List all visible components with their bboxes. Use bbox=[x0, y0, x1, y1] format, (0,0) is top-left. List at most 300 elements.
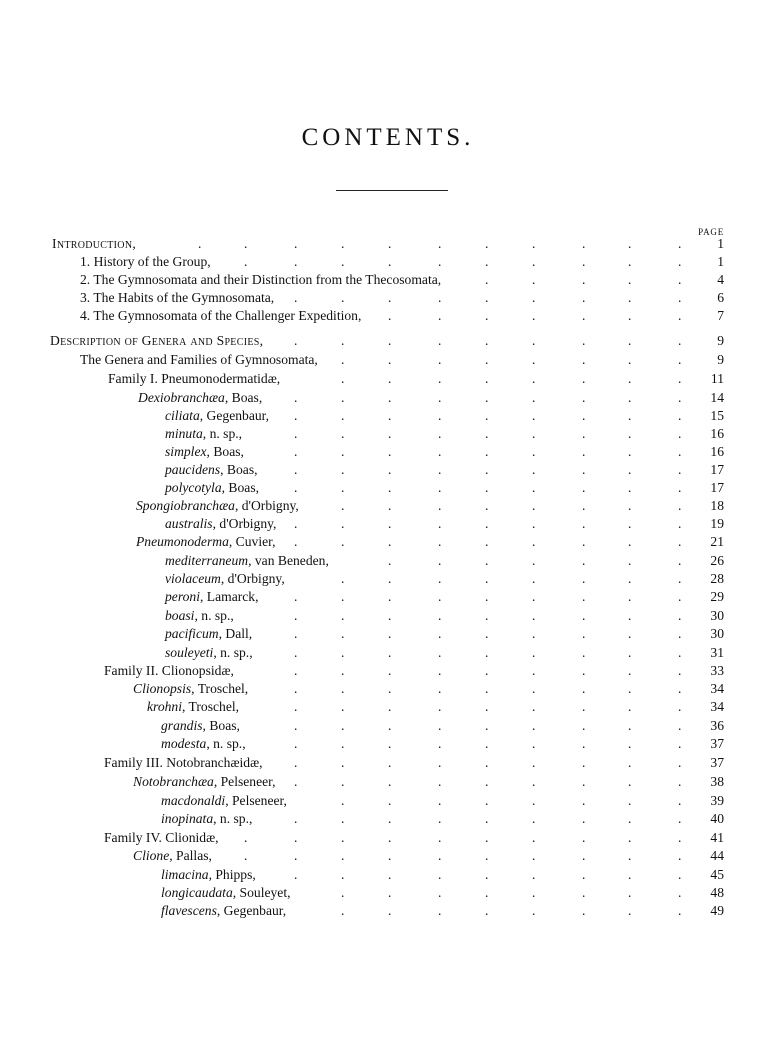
leader-dot: . bbox=[388, 867, 392, 882]
leader-dot: . bbox=[341, 534, 345, 549]
leader-dot: . bbox=[532, 830, 536, 845]
toc-entry-part: flavescens bbox=[161, 903, 217, 918]
leader-dot: . bbox=[341, 718, 345, 733]
toc-entry-part: limacina bbox=[161, 867, 209, 882]
toc-entry-part: , Cuvier, bbox=[228, 534, 276, 549]
leader-dot: . bbox=[198, 236, 202, 251]
toc-page-number: 17 bbox=[710, 480, 724, 495]
leader-dot: . bbox=[388, 830, 392, 845]
leader-dot: . bbox=[628, 236, 632, 251]
leader-dot: . bbox=[388, 308, 392, 323]
toc-page-number: 30 bbox=[710, 608, 724, 623]
leader-dot: . bbox=[532, 755, 536, 770]
leader-dot: . bbox=[294, 444, 298, 459]
toc-entry-part: , Souleyet, bbox=[232, 885, 291, 900]
leader-dot: . bbox=[628, 867, 632, 882]
leader-dot: . bbox=[294, 681, 298, 696]
leader-dot: . bbox=[485, 462, 489, 477]
leader-dot: . bbox=[628, 608, 632, 623]
leader-dot: . bbox=[341, 516, 345, 531]
toc-entry-part: 4. The Gymnosomata of the Challenger Expedition, bbox=[80, 308, 362, 323]
dot-leaders bbox=[0, 307, 686, 325]
leader-dot: . bbox=[294, 534, 298, 549]
toc-entry-part: Dexiobranchæa bbox=[138, 390, 225, 405]
leader-dot: . bbox=[678, 426, 682, 441]
toc-page-number: 16 bbox=[710, 444, 724, 459]
toc-page-number: 4 bbox=[717, 272, 724, 287]
toc-entry-part: , Boas, bbox=[202, 718, 240, 733]
toc-entry-part: souleyeti bbox=[165, 645, 214, 660]
leader-dot: . bbox=[294, 774, 298, 789]
leader-dot: . bbox=[678, 352, 682, 367]
leader-dot: . bbox=[532, 254, 536, 269]
leader-dot: . bbox=[628, 408, 632, 423]
leader-dot: . bbox=[244, 848, 248, 863]
dot-leaders bbox=[0, 479, 686, 497]
leader-dot: . bbox=[582, 516, 586, 531]
leader-dot: . bbox=[485, 408, 489, 423]
toc-page-number: 19 bbox=[710, 516, 724, 531]
toc-entry-part: violaceum bbox=[165, 571, 221, 586]
leader-dot: . bbox=[485, 333, 489, 348]
toc-row bbox=[0, 271, 776, 289]
leader-dot: . bbox=[582, 480, 586, 495]
leader-dot: . bbox=[628, 699, 632, 714]
leader-dot: . bbox=[294, 480, 298, 495]
dot-leaders bbox=[0, 810, 686, 828]
leader-dot: . bbox=[388, 236, 392, 251]
dot-leaders bbox=[0, 351, 686, 369]
leader-dot: . bbox=[628, 774, 632, 789]
leader-dot: . bbox=[341, 254, 345, 269]
leader-dot: . bbox=[438, 254, 442, 269]
leader-dot: . bbox=[628, 755, 632, 770]
leader-dot: . bbox=[628, 272, 632, 287]
toc-row bbox=[0, 866, 776, 884]
toc-page-number: 26 bbox=[710, 553, 724, 568]
toc-entry-part: , Gegenbaur, bbox=[216, 903, 287, 918]
leader-dot: . bbox=[582, 534, 586, 549]
title-rule bbox=[336, 190, 448, 191]
leader-dot: . bbox=[388, 534, 392, 549]
leader-dot: . bbox=[388, 571, 392, 586]
leader-dot: . bbox=[582, 272, 586, 287]
leader-dot: . bbox=[628, 571, 632, 586]
leader-dot: . bbox=[341, 444, 345, 459]
leader-dot: . bbox=[582, 718, 586, 733]
leader-dot: . bbox=[294, 830, 298, 845]
leader-dot: . bbox=[678, 608, 682, 623]
leader-dot: . bbox=[678, 516, 682, 531]
leader-dot: . bbox=[678, 498, 682, 513]
leader-dot: . bbox=[294, 426, 298, 441]
leader-dot: . bbox=[628, 681, 632, 696]
leader-dot: . bbox=[294, 663, 298, 678]
toc-row bbox=[0, 662, 776, 680]
leader-dot: . bbox=[485, 645, 489, 660]
leader-dot: . bbox=[485, 426, 489, 441]
toc-page-number: 28 bbox=[710, 571, 724, 586]
toc-entry-part: inopinata bbox=[161, 811, 214, 826]
leader-dot: . bbox=[388, 681, 392, 696]
leader-dot: . bbox=[582, 498, 586, 513]
leader-dot: . bbox=[532, 553, 536, 568]
leader-dot: . bbox=[628, 516, 632, 531]
leader-dot: . bbox=[532, 462, 536, 477]
toc-page-number: 9 bbox=[717, 333, 724, 348]
leader-dot: . bbox=[341, 426, 345, 441]
leader-dot: . bbox=[294, 516, 298, 531]
leader-dot: . bbox=[438, 408, 442, 423]
leader-dot: . bbox=[678, 236, 682, 251]
leader-dot: . bbox=[582, 333, 586, 348]
toc-entry-part: boasi bbox=[165, 608, 195, 623]
toc-page-number: 37 bbox=[710, 755, 724, 770]
leader-dot: . bbox=[532, 848, 536, 863]
toc-entry-part: , n. sp., bbox=[202, 426, 243, 441]
page-column-label: PAGE bbox=[698, 227, 724, 237]
toc-row bbox=[0, 698, 776, 716]
leader-dot: . bbox=[582, 793, 586, 808]
leader-dot: . bbox=[582, 371, 586, 386]
toc-entry-part: paucidens bbox=[165, 462, 221, 477]
leader-dot: . bbox=[628, 589, 632, 604]
leader-dot: . bbox=[438, 462, 442, 477]
leader-dot: . bbox=[628, 444, 632, 459]
toc-row bbox=[0, 425, 776, 443]
dot-leaders bbox=[0, 698, 686, 716]
leader-dot: . bbox=[438, 699, 442, 714]
toc-page-number: 6 bbox=[717, 290, 724, 305]
toc-entry-part: peroni bbox=[165, 589, 200, 604]
leader-dot: . bbox=[628, 645, 632, 660]
leader-dot: . bbox=[582, 903, 586, 918]
leader-dot: . bbox=[582, 626, 586, 641]
dot-leaders bbox=[0, 289, 686, 307]
leader-dot: . bbox=[388, 352, 392, 367]
leader-dot: . bbox=[438, 663, 442, 678]
leader-dot: . bbox=[628, 793, 632, 808]
toc-entry-part: ciliata bbox=[165, 408, 200, 423]
leader-dot: . bbox=[294, 848, 298, 863]
toc-entry-part: krohni bbox=[147, 699, 182, 714]
leader-dot: . bbox=[485, 774, 489, 789]
dot-leaders bbox=[0, 515, 686, 533]
leader-dot: . bbox=[628, 553, 632, 568]
dot-leaders bbox=[0, 902, 686, 920]
leader-dot: . bbox=[438, 736, 442, 751]
leader-dot: . bbox=[582, 608, 586, 623]
leader-dot: . bbox=[532, 444, 536, 459]
leader-dot: . bbox=[485, 254, 489, 269]
toc-entry-part: , Boas, bbox=[221, 480, 260, 495]
toc-entry-part: simplex bbox=[165, 444, 207, 459]
leader-dot: . bbox=[678, 793, 682, 808]
leader-dot: . bbox=[388, 645, 392, 660]
toc-page-number: 21 bbox=[710, 534, 724, 549]
toc-entry-part: Spongiobranchæa bbox=[136, 498, 235, 513]
toc-row bbox=[0, 570, 776, 588]
toc-page-number: 1 bbox=[717, 236, 724, 251]
leader-dot: . bbox=[294, 645, 298, 660]
leader-dot: . bbox=[388, 736, 392, 751]
leader-dot: . bbox=[294, 408, 298, 423]
leader-dot: . bbox=[678, 408, 682, 423]
leader-dot: . bbox=[438, 390, 442, 405]
toc-page-number: 39 bbox=[710, 793, 724, 808]
leader-dot: . bbox=[628, 371, 632, 386]
leader-dot: . bbox=[628, 254, 632, 269]
leader-dot: . bbox=[678, 645, 682, 660]
toc-row bbox=[0, 253, 776, 271]
leader-dot: . bbox=[628, 462, 632, 477]
leader-dot: . bbox=[628, 663, 632, 678]
leader-dot: . bbox=[582, 462, 586, 477]
leader-dot: . bbox=[388, 626, 392, 641]
leader-dot: . bbox=[341, 755, 345, 770]
dot-leaders bbox=[0, 644, 686, 662]
leader-dot: . bbox=[582, 426, 586, 441]
leader-dot: . bbox=[485, 830, 489, 845]
leader-dot: . bbox=[294, 811, 298, 826]
leader-dot: . bbox=[582, 352, 586, 367]
leader-dot: . bbox=[582, 236, 586, 251]
leader-dot: . bbox=[438, 290, 442, 305]
toc-row bbox=[0, 680, 776, 698]
toc-entry-part: , Phipps, bbox=[208, 867, 256, 882]
leader-dot: . bbox=[678, 663, 682, 678]
leader-dot: . bbox=[485, 516, 489, 531]
leader-dot: . bbox=[341, 645, 345, 660]
toc-row bbox=[0, 332, 776, 350]
leader-dot: . bbox=[532, 608, 536, 623]
toc-page-number: 29 bbox=[710, 589, 724, 604]
leader-dot: . bbox=[388, 516, 392, 531]
leader-dot: . bbox=[532, 774, 536, 789]
leader-dot: . bbox=[678, 371, 682, 386]
toc-page-number: 36 bbox=[710, 718, 724, 733]
toc-page-number: 37 bbox=[710, 736, 724, 751]
leader-dot: . bbox=[341, 462, 345, 477]
leader-dot: . bbox=[582, 681, 586, 696]
dot-leaders bbox=[0, 847, 686, 865]
toc-row bbox=[0, 588, 776, 606]
leader-dot: . bbox=[678, 571, 682, 586]
leader-dot: . bbox=[628, 480, 632, 495]
toc-row bbox=[0, 884, 776, 902]
leader-dot: . bbox=[678, 718, 682, 733]
leader-dot: . bbox=[678, 444, 682, 459]
leader-dot: . bbox=[341, 811, 345, 826]
leader-dot: . bbox=[582, 645, 586, 660]
leader-dot: . bbox=[582, 254, 586, 269]
leader-dot: . bbox=[532, 308, 536, 323]
leader-dot: . bbox=[628, 426, 632, 441]
leader-dot: . bbox=[388, 498, 392, 513]
leader-dot: . bbox=[628, 736, 632, 751]
toc-row bbox=[0, 235, 776, 253]
toc-entry-part: , Troschel, bbox=[182, 699, 240, 714]
leader-dot: . bbox=[341, 793, 345, 808]
toc-entry-part: , Boas, bbox=[206, 444, 244, 459]
toc-row bbox=[0, 351, 776, 369]
leader-dot: . bbox=[485, 903, 489, 918]
leader-dot: . bbox=[532, 272, 536, 287]
leader-dot: . bbox=[438, 681, 442, 696]
leader-dot: . bbox=[582, 848, 586, 863]
leader-dot: . bbox=[341, 885, 345, 900]
leader-dot: . bbox=[388, 290, 392, 305]
dot-leaders bbox=[0, 773, 686, 791]
leader-dot: . bbox=[582, 774, 586, 789]
toc-row bbox=[0, 515, 776, 533]
leader-dot: . bbox=[628, 352, 632, 367]
leader-dot: . bbox=[582, 553, 586, 568]
leader-dot: . bbox=[485, 480, 489, 495]
toc-row bbox=[0, 479, 776, 497]
leader-dot: . bbox=[485, 699, 489, 714]
leader-dot: . bbox=[485, 589, 489, 604]
toc-entry-part: grandis bbox=[161, 718, 203, 733]
toc-page-number: 31 bbox=[710, 645, 724, 660]
leader-dot: . bbox=[582, 571, 586, 586]
toc-page-number: 45 bbox=[710, 867, 724, 882]
leader-dot: . bbox=[532, 589, 536, 604]
dot-leaders bbox=[0, 792, 686, 810]
leader-dot: . bbox=[485, 681, 489, 696]
toc-entry-part: , n. sp., bbox=[213, 811, 253, 826]
leader-dot: . bbox=[485, 352, 489, 367]
dot-leaders bbox=[0, 717, 686, 735]
leader-dot: . bbox=[341, 774, 345, 789]
toc-row bbox=[0, 810, 776, 828]
toc-entry-part: , n. sp., bbox=[213, 645, 253, 660]
leader-dot: . bbox=[294, 867, 298, 882]
toc-page-number: 18 bbox=[710, 498, 724, 513]
leader-dot: . bbox=[485, 848, 489, 863]
toc-entry-part: Clione bbox=[133, 848, 170, 863]
toc-row bbox=[0, 552, 776, 570]
toc-page-number: 34 bbox=[710, 699, 724, 714]
leader-dot: . bbox=[678, 774, 682, 789]
toc-page-number: 41 bbox=[710, 830, 724, 845]
leader-dot: . bbox=[341, 736, 345, 751]
leader-dot: . bbox=[678, 848, 682, 863]
leader-dot: . bbox=[582, 290, 586, 305]
leader-dot: . bbox=[582, 408, 586, 423]
toc-row bbox=[0, 289, 776, 307]
leader-dot: . bbox=[678, 553, 682, 568]
leader-dot: . bbox=[532, 480, 536, 495]
leader-dot: . bbox=[628, 534, 632, 549]
leader-dot: . bbox=[438, 371, 442, 386]
dot-leaders bbox=[0, 884, 686, 902]
leader-dot: . bbox=[438, 885, 442, 900]
leader-dot: . bbox=[532, 885, 536, 900]
leader-dot: . bbox=[388, 371, 392, 386]
leader-dot: . bbox=[628, 830, 632, 845]
toc-entry-part: , Troschel, bbox=[191, 681, 249, 696]
leader-dot: . bbox=[294, 718, 298, 733]
toc-page-number: 48 bbox=[710, 885, 724, 900]
dot-leaders bbox=[0, 735, 686, 753]
dot-leaders bbox=[0, 607, 686, 625]
leader-dot: . bbox=[582, 390, 586, 405]
dot-leaders bbox=[0, 271, 686, 289]
toc-page-number: 14 bbox=[710, 390, 724, 405]
toc-page-number: 11 bbox=[710, 371, 724, 386]
toc-page-number: 38 bbox=[710, 774, 724, 789]
leader-dot: . bbox=[485, 534, 489, 549]
leader-dot: . bbox=[678, 254, 682, 269]
toc-page-number: 15 bbox=[710, 408, 724, 423]
leader-dot: . bbox=[485, 236, 489, 251]
leader-dot: . bbox=[438, 553, 442, 568]
leader-dot: . bbox=[532, 534, 536, 549]
leader-dot: . bbox=[388, 480, 392, 495]
leader-dot: . bbox=[341, 408, 345, 423]
leader-dot: . bbox=[678, 699, 682, 714]
leader-dot: . bbox=[341, 371, 345, 386]
toc-row bbox=[0, 792, 776, 810]
dot-leaders bbox=[0, 829, 686, 847]
toc-entry-part: , Pallas, bbox=[169, 848, 212, 863]
leader-dot: . bbox=[388, 462, 392, 477]
toc-entry-part: , van Beneden, bbox=[248, 553, 329, 568]
leader-dot: . bbox=[388, 444, 392, 459]
leader-dot: . bbox=[582, 755, 586, 770]
leader-dot: . bbox=[294, 254, 298, 269]
leader-dot: . bbox=[485, 626, 489, 641]
leader-dot: . bbox=[294, 390, 298, 405]
leader-dot: . bbox=[341, 830, 345, 845]
leader-dot: . bbox=[388, 426, 392, 441]
leader-dot: . bbox=[532, 663, 536, 678]
toc-page-number: 40 bbox=[710, 811, 724, 826]
leader-dot: . bbox=[388, 774, 392, 789]
leader-dot: . bbox=[678, 462, 682, 477]
leader-dot: . bbox=[244, 254, 248, 269]
toc-page-number: 34 bbox=[710, 681, 724, 696]
leader-dot: . bbox=[438, 480, 442, 495]
leader-dot: . bbox=[532, 793, 536, 808]
leader-dot: . bbox=[438, 236, 442, 251]
leader-dot: . bbox=[532, 811, 536, 826]
leader-dot: . bbox=[485, 371, 489, 386]
leader-dot: . bbox=[294, 608, 298, 623]
leader-dot: . bbox=[388, 333, 392, 348]
leader-dot: . bbox=[341, 867, 345, 882]
dot-leaders bbox=[0, 533, 686, 551]
toc-entry-part: 2. The Gymnosomata and their Distinction from the Thecosomata, bbox=[80, 272, 442, 287]
leader-dot: . bbox=[388, 408, 392, 423]
leader-dot: . bbox=[438, 352, 442, 367]
leader-dot: . bbox=[628, 848, 632, 863]
toc-row bbox=[0, 389, 776, 407]
dot-leaders bbox=[0, 552, 686, 570]
leader-dot: . bbox=[485, 718, 489, 733]
toc-entry-part: Notobranchæa bbox=[133, 774, 214, 789]
leader-dot: . bbox=[532, 645, 536, 660]
leader-dot: . bbox=[582, 444, 586, 459]
leader-dot: . bbox=[341, 236, 345, 251]
leader-dot: . bbox=[628, 308, 632, 323]
leader-dot: . bbox=[532, 718, 536, 733]
toc-page-number: 17 bbox=[710, 462, 724, 477]
leader-dot: . bbox=[628, 718, 632, 733]
leader-dot: . bbox=[438, 718, 442, 733]
leader-dot: . bbox=[532, 516, 536, 531]
